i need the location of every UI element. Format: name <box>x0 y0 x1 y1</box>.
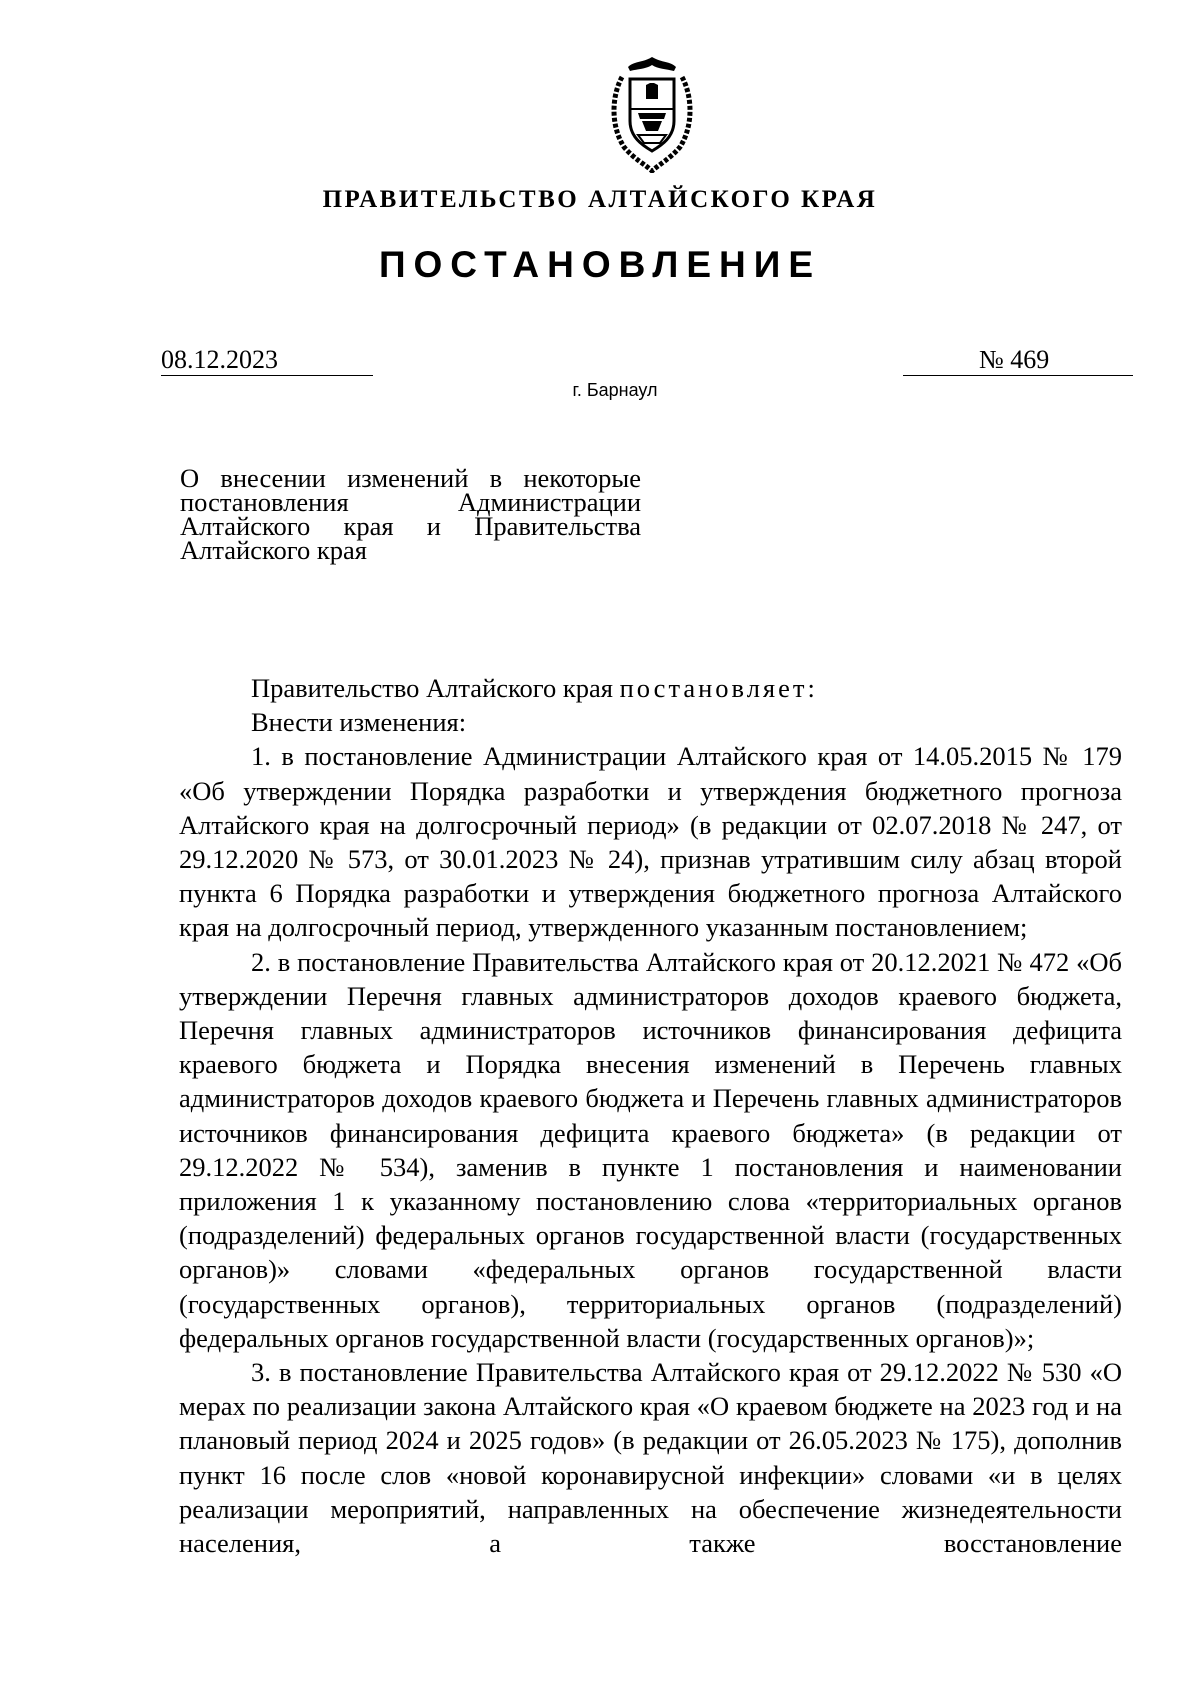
list-item: 2. в постановление Правительства Алтайского края от 20.12.2021 № 472 «Об утверждении Перечня главных администраторов доходов краевого бюджета, Перечня главных администраторов источников финансирования дефицита краевого бюджета и Порядка внесения изменений в Перечень главных администраторов доходов краевого бюджета и Перечень главных администраторов источников финансирования дефицита краевого бюджета» (в редакции от 29.12.2022 № 534), заменив в пункте 1 постановления и наименовании приложения 1 к указанному постановлению слова «территориальных органов (подразделений) федеральных органов государственной власти (государственных органов)» словами «федеральных органов государственной власти (государственных органов), территориальных органов (подразделений) федеральных органов государственной власти (государственных органов)»; <box>179 946 1122 1353</box>
date-underline <box>161 375 373 376</box>
list-item: 1. в постановление Администрации Алтайского края от 14.05.2015 № 179 «Об утверждении Порядка разработки и утверждения бюджетного прогноза Алтайского края на долгосрочный период» (в редакции от 02.07.2018 № 247, от 29.12.2020 № 573, от 30.01.2023 № 24), признав утратившим силу абзац второй пункта 6 Порядка разработки и утверждения бюджетного прогноза Алтайского края на долгосрочный период, утвержденного указанным постановлением; <box>179 741 1122 943</box>
document-body <box>179 671 1122 1560</box>
document-subject: О внесении изменений в некоторые постановления Администрации Алтайского края и Правительства Алтайского края <box>180 463 641 565</box>
preamble <box>179 671 1122 705</box>
preamble-colon: : <box>807 673 815 703</box>
preamble-lead: Правительство Алтайского края <box>251 673 620 703</box>
list-item: 3. в постановление Правительства Алтайского края от 29.12.2022 № 530 «О мерах по реализации закона Алтайского края «О краевом бюджете на 2023 год и на плановый период 2024 и 2025 годов» (в редакции от 26.05.2023 № 175), дополнив пункт 16 после слов «новой коронавирусной инфекции» словами «и в целях реализации мероприятий, направленных на обеспечение жизнедеятельности населения, а также восстановление <box>179 1357 1122 1559</box>
document-date: 08.12.2023 <box>161 345 278 374</box>
document-type-title: ПОСТАНОВЛЕНИЕ <box>378 244 822 285</box>
coat-of-arms-icon <box>594 55 710 173</box>
city-name: г. Барнаул <box>572 380 658 400</box>
organization-name: ПРАВИТЕЛЬСТВО АЛТАЙСКОГО КРАЯ <box>322 186 878 213</box>
intro-line: Внести изменения: <box>251 707 467 738</box>
number-underline <box>903 375 1133 376</box>
document-number: № 469 <box>979 345 1050 374</box>
preamble-verb: постановляет <box>619 673 808 703</box>
